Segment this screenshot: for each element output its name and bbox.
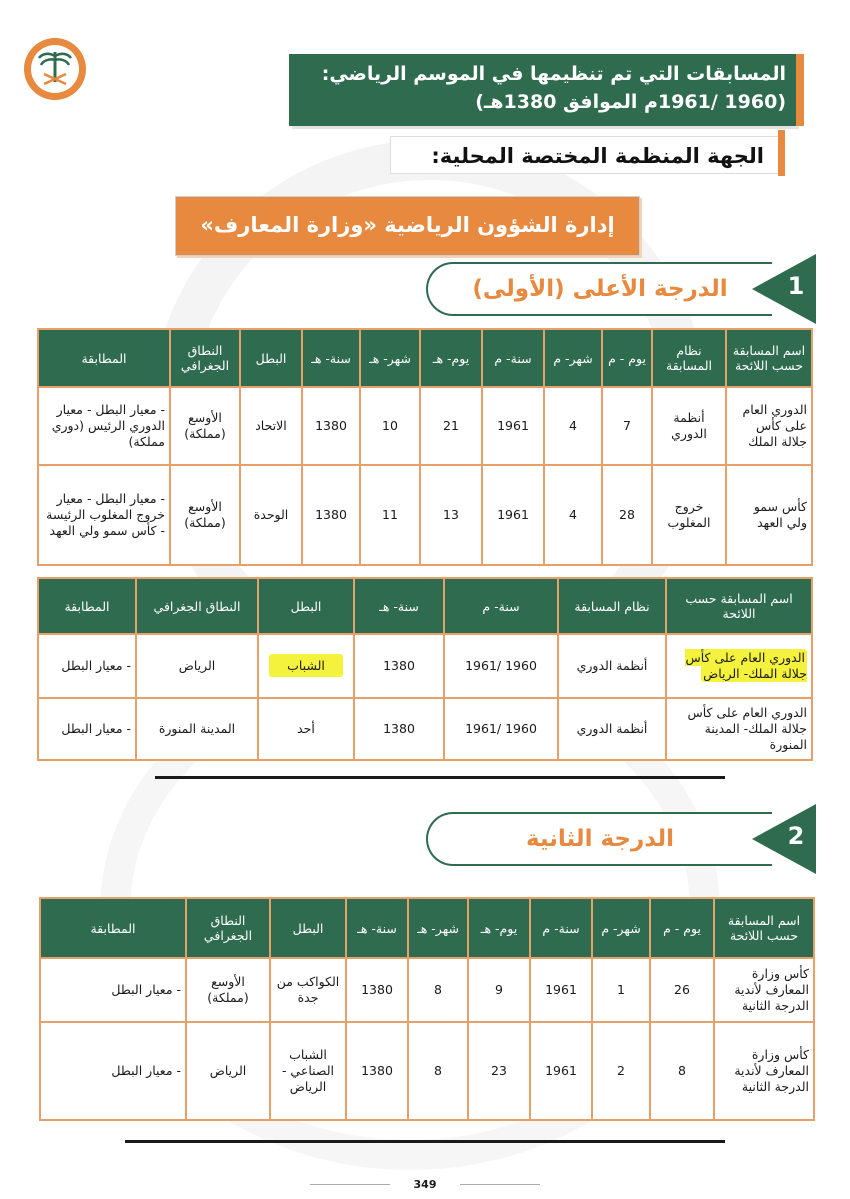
table-header-row: [38, 329, 812, 387]
cell: 21: [420, 387, 482, 465]
table-row: [38, 465, 812, 565]
cell: كأس وزارة المعارف لأندية الدرجة الثانية: [714, 958, 814, 1022]
cell: الأوسع (مملكة): [170, 465, 240, 565]
cell: 9: [468, 958, 530, 1022]
cell: 8: [650, 1022, 714, 1120]
cell: 1380: [354, 698, 444, 760]
col-header: شهر- م: [592, 898, 650, 958]
col-header: نظام المسابقة: [558, 578, 666, 634]
col-header: اسم المسابقة حسب اللائحة: [666, 578, 812, 634]
cell: الأوسع (مملكة): [170, 387, 240, 465]
cell: 13: [420, 465, 482, 565]
cell: الكواكب من جدة: [270, 958, 346, 1022]
level1-number: 1: [787, 272, 805, 300]
cell: - معيار البطل: [38, 634, 136, 698]
table-row: [38, 698, 812, 760]
col-header: النطاق الجغرافي: [170, 329, 240, 387]
cell: 7: [602, 387, 652, 465]
table-row: [38, 634, 812, 698]
cell: [258, 634, 354, 698]
cell: 1961: [530, 1022, 592, 1120]
cell: - معيار البطل - معيار الدوري الرئيس (دوري مملكة): [38, 387, 170, 465]
cell: 1: [592, 958, 650, 1022]
cell: 11: [360, 465, 420, 565]
cell: - معيار البطل: [40, 1022, 186, 1120]
cell: 8: [408, 1022, 468, 1120]
table-header-row: [38, 578, 812, 634]
highlighted-text: الشباب: [269, 654, 343, 677]
col-header: يوم- هـ: [420, 329, 482, 387]
cell: 1960 /1961: [444, 698, 558, 760]
col-header: يوم - م: [602, 329, 652, 387]
highlighted-text: الدوري العام على كأس جلالة الملك- الرياض: [685, 650, 807, 681]
season-title: [289, 54, 796, 126]
col-header: شهر- م: [544, 329, 602, 387]
col-header: النطاق الجغرافي: [186, 898, 270, 958]
cell: الدوري العام على كأس جلالة الملك- المدينة المنورة: [666, 698, 812, 760]
organizer-name: إدارة الشؤون الرياضية «وزارة المعارف»: [175, 196, 640, 256]
level1-title: الدرجة الأعلى (الأولى): [426, 262, 772, 316]
table-level1-regional: [37, 577, 813, 761]
col-header: المطابقة: [38, 578, 136, 634]
cell: 1961: [482, 465, 544, 565]
federation-logo: [24, 38, 86, 100]
col-header: البطل: [240, 329, 302, 387]
cell: أحد: [258, 698, 354, 760]
cell: 23: [468, 1022, 530, 1120]
cell: الدوري العام على كأس جلالة الملك: [726, 387, 812, 465]
organizer-heading: الجهة المنظمة المختصة المحلية:: [390, 136, 778, 174]
cell: 1380: [346, 958, 408, 1022]
cell: 1380: [302, 387, 360, 465]
cell: 1380: [354, 634, 444, 698]
cell: الاتحاد: [240, 387, 302, 465]
cell: - معيار البطل: [40, 958, 186, 1022]
col-header: يوم- هـ: [468, 898, 530, 958]
cell: 26: [650, 958, 714, 1022]
cell: 1961: [530, 958, 592, 1022]
col-header: سنة- م: [444, 578, 558, 634]
col-header: سنة- هـ: [354, 578, 444, 634]
page-number: 349: [413, 1178, 437, 1191]
table-row: [40, 958, 814, 1022]
cell: أنظمة الدوري: [558, 698, 666, 760]
cell: 1960 /1961: [444, 634, 558, 698]
table-row: [38, 387, 812, 465]
cell: [666, 634, 812, 698]
cell: كأس وزارة المعارف لأندية الدرجة الثانية: [714, 1022, 814, 1120]
cell: الرياض: [136, 634, 258, 698]
col-header: البطل: [258, 578, 354, 634]
cell: 4: [544, 465, 602, 565]
col-header: المطابقة: [38, 329, 170, 387]
page-number-rule: [460, 1184, 540, 1185]
section-divider: [125, 1140, 725, 1143]
cell: 10: [360, 387, 420, 465]
cell: - معيار البطل - معيار خروج المغلوب الرئيسة - كأس سمو ولي العهد: [38, 465, 170, 565]
table-level2: [39, 897, 815, 1121]
level2-number: 2: [787, 822, 805, 850]
col-header: شهر- هـ: [408, 898, 468, 958]
cell: خروج المغلوب: [652, 465, 726, 565]
title-accent-bar: [796, 54, 804, 126]
cell: أنظمة الدوري: [652, 387, 726, 465]
col-header: يوم - م: [650, 898, 714, 958]
page-number-rule: [310, 1184, 390, 1185]
season-title-line1: المسابقات التي تم تنظيمها في الموسم الرياضي:: [321, 63, 786, 85]
cell: 28: [602, 465, 652, 565]
cell: الوحدة: [240, 465, 302, 565]
col-header: شهر- هـ: [360, 329, 420, 387]
col-header: سنة- م: [482, 329, 544, 387]
col-header: نظام المسابقة: [652, 329, 726, 387]
cell: 1380: [302, 465, 360, 565]
cell: 2: [592, 1022, 650, 1120]
cell: 4: [544, 387, 602, 465]
cell: أنظمة الدوري: [558, 634, 666, 698]
cell: 8: [408, 958, 468, 1022]
cell: 1380: [346, 1022, 408, 1120]
col-header: النطاق الجغرافي: [136, 578, 258, 634]
col-header: البطل: [270, 898, 346, 958]
col-header: اسم المسابقة حسب اللائحة: [714, 898, 814, 958]
section-divider: [155, 776, 725, 779]
col-header: المطابقة: [40, 898, 186, 958]
col-header: اسم المسابقة حسب اللائحة: [726, 329, 812, 387]
col-header: سنة- هـ: [346, 898, 408, 958]
cell: كأس سمو ولي العهد: [726, 465, 812, 565]
cell: - معيار البطل: [38, 698, 136, 760]
organizer-accent-bar: [778, 130, 785, 176]
table-row: [40, 1022, 814, 1120]
cell: المدينة المنورة: [136, 698, 258, 760]
col-header: سنة- م: [530, 898, 592, 958]
level2-title: الدرجة الثانية: [426, 812, 772, 866]
table-header-row: [40, 898, 814, 958]
cell: الأوسع (مملكة): [186, 958, 270, 1022]
cell: الشباب الصناعي - الرياض: [270, 1022, 346, 1120]
table-level1: [37, 328, 813, 566]
cell: 1961: [482, 387, 544, 465]
col-header: سنة- هـ: [302, 329, 360, 387]
cell: الرياض: [186, 1022, 270, 1120]
season-title-line2: (1960 /1961م الموافق 1380هـ): [475, 91, 786, 113]
